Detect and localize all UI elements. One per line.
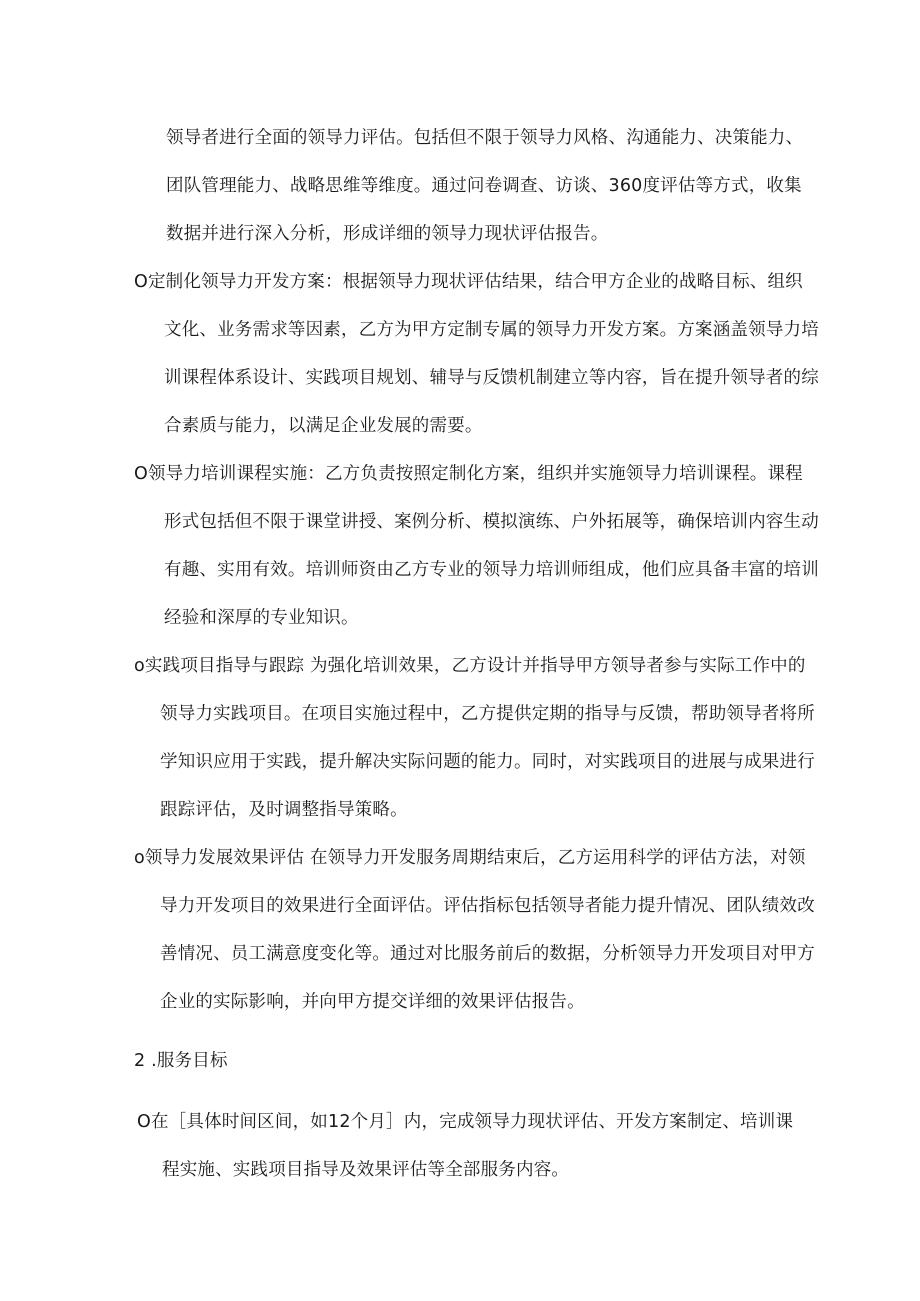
goal-line-2: 程实施、实践项目指导及效果评估等全部服务内容。 bbox=[162, 1160, 570, 1180]
custom-plan-line-4: 合素质与能力，以满足企业发展的需要。 bbox=[164, 416, 483, 436]
goal-line-1 bbox=[137, 1110, 793, 1134]
intro-line-3: 数据并进行深入分析，形成详细的领导力现状评估报告。 bbox=[166, 224, 609, 244]
course-line-1 bbox=[134, 462, 803, 486]
intro-line-2: 团队管理能力、战略思维等维度。通过问卷调查、访谈、360度评估等方式，收集 bbox=[166, 176, 802, 196]
practice-line-2: 领导力实践项目。在项目实施过程中，乙方提供定期的指导与反馈，帮助领导者将所 bbox=[160, 704, 815, 724]
custom-plan-line-3: 训课程体系设计、实践项目规划、辅导与反馈机制建立等内容，旨在提升领导者的综 bbox=[164, 368, 819, 388]
evaluation-line-3: 善情况、员工满意度变化等。通过对比服务前后的数据，分析领导力开发项目对甲方 bbox=[160, 944, 815, 964]
practice-bullet: o bbox=[134, 656, 145, 676]
custom-plan-text-1: 定制化领导力开发方案：根据领导力现状评估结果，结合甲方企业的战略目标、组织 bbox=[147, 272, 803, 292]
evaluation-bullet: o bbox=[134, 848, 145, 868]
course-line-3: 有趣、实用有效。培训师资由乙方专业的领导力培训师组成，他们应具备丰富的培训 bbox=[164, 560, 819, 580]
section-heading: 2 .服务目标 bbox=[134, 1051, 228, 1071]
evaluation-line-2: 导力开发项目的效果进行全面评估。评估指标包括领导者能力提升情况、团队绩效改 bbox=[160, 896, 815, 916]
practice-text-1: 实践项目指导与跟踪 为强化培训效果，乙方设计并指导甲方领导者参与实际工作中的 bbox=[144, 656, 806, 676]
custom-plan-bullet: O bbox=[134, 272, 148, 292]
evaluation-line-1 bbox=[134, 846, 806, 870]
evaluation-line-4: 企业的实际影响，并向甲方提交详细的效果评估报告。 bbox=[160, 992, 585, 1012]
course-text-1: 领导力培训课程实施：乙方负责按照定制化方案，组织并实施领导力培训课程。课程 bbox=[147, 464, 803, 484]
practice-line-1 bbox=[134, 654, 806, 678]
practice-line-4: 跟踪评估，及时调整指导策略。 bbox=[160, 800, 408, 820]
evaluation-text-1: 领导力发展效果评估 在领导力开发服务周期结束后，乙方运用科学的评估方法，对领 bbox=[144, 848, 806, 868]
course-line-4: 经验和深厚的专业知识。 bbox=[164, 608, 359, 628]
intro-line-1: 领导者进行全面的领导力评估。包括但不限于领导力风格、沟通能力、决策能力、 bbox=[166, 128, 804, 148]
custom-plan-line-1 bbox=[134, 270, 803, 294]
goal-bullet: O bbox=[137, 1112, 151, 1132]
practice-line-3: 学知识应用于实践，提升解决实际问题的能力。同时，对实践项目的进展与成果进行 bbox=[160, 752, 815, 772]
course-line-2: 形式包括但不限于课堂讲授、案例分析、模拟演练、户外拓展等，确保培训内容生动 bbox=[164, 512, 819, 532]
goal-text-1: 在［具体时间区间，如12个月］内，完成领导力现状评估、开发方案制定、培训课 bbox=[150, 1112, 794, 1132]
course-bullet: O bbox=[134, 464, 148, 484]
custom-plan-line-2: 文化、业务需求等因素，乙方为甲方定制专属的领导力开发方案。方案涵盖领导力培 bbox=[164, 320, 819, 340]
